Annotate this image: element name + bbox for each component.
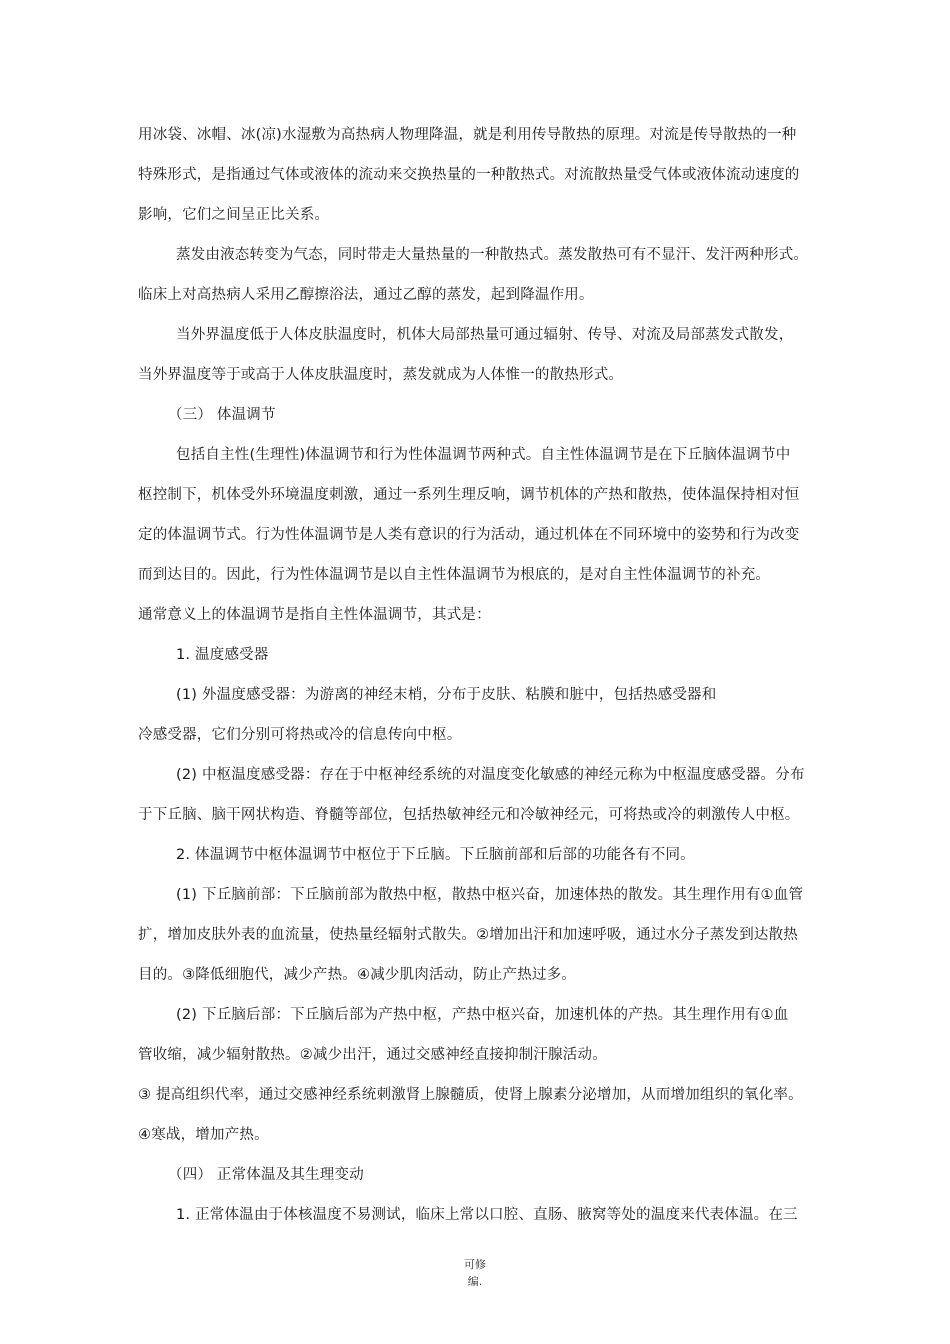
paragraph-line: 包括自主性(生理性)体温调节和行为性体温调节两种式。自主性体温调节是在下丘脑体温调节中	[176, 447, 791, 463]
section-heading: （三） 体温调节	[168, 407, 276, 423]
paragraph-line: 当外界温度低于人体皮肤温度时，机体大局部热量可通过辐射、传导、对流及局部蒸发式散发，	[176, 327, 794, 343]
paragraph-line: 而到达目的。因此，行为性体温调节是以自主性体温调节为根底的，是对自主性体温调节的补充。	[138, 567, 771, 583]
paragraph-line: 枢控制下，机体受外环境温度刺激，通过一系列生理反响，调节机体的产热和散热，使体温保持相对恒	[138, 487, 800, 503]
page-footer-line2: 编.	[467, 1275, 483, 1288]
paragraph-line: ③ 提高组织代率，通过交感神经系统刺激肾上腺髓质，使肾上腺素分泌增加，从而增加组织的氧化率。	[138, 1087, 803, 1103]
paragraph-line: (2) 下丘脑后部：下丘脑后部为产热中枢，产热中枢兴奋，加速机体的产热。其生理作用有①血	[176, 1007, 789, 1023]
paragraph-line: 管收缩，减少辐射散热。②减少出汗，通过交感神经直接抑制汗腺活动。	[138, 1047, 607, 1063]
paragraph-line: (2) 中枢温度感受器：存在于中枢神经系统的对温度变化敏感的神经元称为中枢温度感受器。分布	[176, 767, 805, 783]
paragraph-line: 特殊形式，是指通过气体或液体的流动来交换热量的一种散热式。对流散热量受气体或液体流动速度的	[138, 167, 800, 183]
paragraph-line: (1) 外温度感受器：为游离的神经末梢，分布于皮肤、粘膜和脏中，包括热感受器和	[176, 687, 717, 703]
paragraph-line: 临床上对高热病人采用乙醇擦浴法，通过乙醇的蒸发，起到降温作用。	[138, 287, 594, 303]
page-footer-line1: 可修	[464, 1258, 486, 1271]
list-heading: 1. 温度感受器	[176, 647, 269, 663]
list-heading: 2. 体温调节中枢体温调节中枢位于下丘脑。下丘脑前部和后部的功能各有不同。	[176, 847, 695, 863]
paragraph-line: 蒸发由液态转变为气态，同时带走大量热量的一种散热式。蒸发散热可有不显汗、发汗两种形式。	[176, 247, 809, 263]
paragraph-line: 扩，增加皮肤外表的血流量，使热量经辐射式散失。②增加出汗和加速呼吸，通过水分子蒸发到达散热	[138, 927, 798, 943]
paragraph-line: 冷感受器，它们分别可将热或冷的信息传向中枢。	[138, 727, 462, 743]
paragraph-line: 目的。③降低细胞代，减少产热。④减少肌肉活动，防止产热过多。	[138, 967, 576, 983]
paragraph-line: 通常意义上的体温调节是指自主性体温调节，其式是：	[138, 607, 491, 623]
paragraph-line: 于下丘脑、脑干网状构造、脊髓等部位，包括热敏神经元和冷敏神经元，可将热或冷的刺激传人中枢。	[138, 807, 800, 823]
paragraph-line: 当外界温度等于或高于人体皮肤温度时，蒸发就成为人体惟一的散热形式。	[138, 367, 624, 383]
paragraph-line: 用冰袋、冰帽、冰(凉)水湿敷为高热病人物理降温，就是利用传导散热的原理。对流是传导散热的一种	[138, 127, 797, 143]
paragraph-line: 影响，它们之间呈正比关系。	[138, 207, 330, 223]
section-heading: （四） 正常体温及其生理变动	[168, 1167, 364, 1183]
paragraph-line: (1) 下丘脑前部：下丘脑前部为散热中枢，散热中枢兴奋，加速体热的散发。其生理作用有①血管	[176, 887, 804, 903]
paragraph-line: 1. 正常体温由于体核温度不易测试，临床上常以口腔、直肠、腋窝等处的温度来代表体温。在三	[176, 1207, 798, 1223]
paragraph-line: ④寒战，增加产热。	[138, 1127, 269, 1143]
paragraph-line: 定的体温调节式。行为性体温调节是人类有意识的行为活动，通过机体在不同环境中的姿势和行为改变	[138, 527, 800, 543]
